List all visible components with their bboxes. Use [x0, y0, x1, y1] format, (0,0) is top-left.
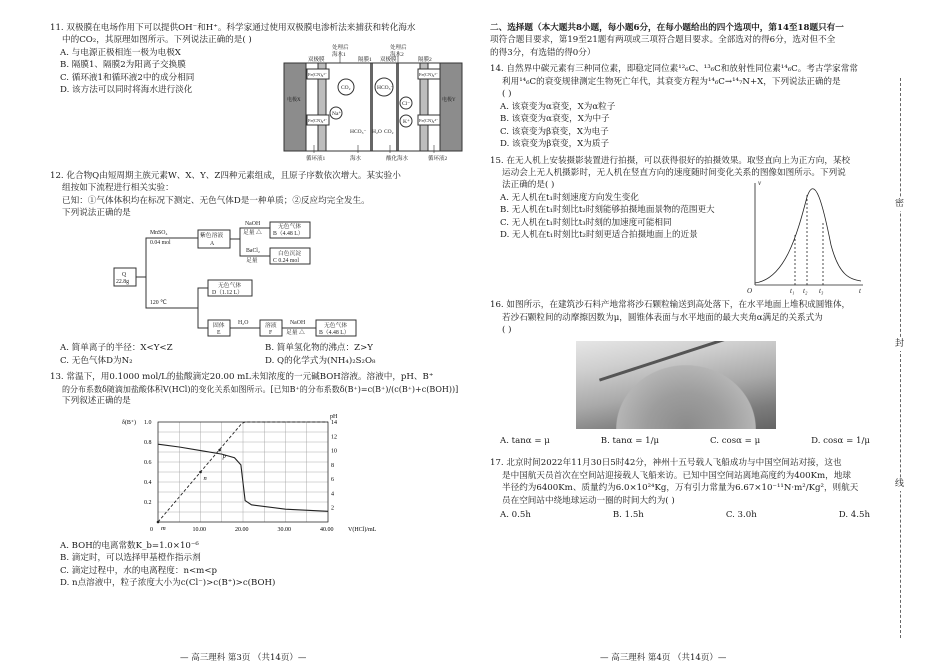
diagram-fe-4: Fe(CN)₆⁴⁻	[419, 117, 439, 123]
diagram-electrode-y: 电极Y	[442, 97, 456, 103]
q13-titration-chart	[118, 408, 378, 536]
right-column	[490, 22, 880, 526]
flow-naoh-1: NaOH	[245, 220, 261, 227]
flow-solid-e: 固体	[213, 322, 225, 329]
q11-option-d: D. 该方法可以同时将海水进行淡化	[60, 85, 193, 96]
flow-naoh-2b: 足量 △	[286, 329, 305, 336]
margin-mi: 密	[895, 198, 904, 211]
q14-option-b: B. 该衰变为α衰变，X为中子	[500, 114, 610, 125]
question-17	[490, 457, 880, 521]
x-tick-label: 10.00	[192, 526, 206, 533]
flow-naoh-1b: 足量 △	[243, 229, 262, 236]
q11-stem-1: 11. 双极膜在电场作用下可以提供OH⁻和H⁺。科学家通过使用双极膜电渗析法来捕获和转化海水	[50, 23, 416, 33]
flow-gas-d: 无色气体	[218, 282, 242, 289]
q14-option-c: C. 该衰变为β衰变，X为电子	[500, 126, 609, 137]
q14-stem-2: 利用¹⁴₆C的衰变规律测定生物死亡年代，其衰变方程为¹⁴₆C→¹⁴₇N+X，下列说法正确的是	[502, 76, 841, 87]
question-15	[490, 155, 880, 296]
q15-stem-3: 法正确的是( )	[502, 180, 555, 191]
graph-t-axis: t	[859, 287, 861, 296]
flow-mnso4: MnSO₄	[150, 229, 168, 236]
diagram-hco3: HCO₃⁻	[377, 84, 394, 91]
q13-stem-3: 下列叙述正确的是	[62, 396, 131, 407]
q11-stem-2: 中的CO₂，其原理如图所示。下列说法正确的是( )	[62, 35, 252, 46]
left-column	[50, 22, 470, 594]
diagram-top-1: 处理后	[332, 44, 349, 51]
flow-q: Q	[122, 271, 127, 278]
q15-velocity-time-graph	[745, 175, 870, 295]
q15-stem-1: 15. 在无人机上安装摄影装置进行拍摄，可以获得很好的拍摄效果。取竖直向上为正方向，某校	[490, 155, 851, 166]
q12-option-b: B. 简单氢化物的沸点：Z>Y	[265, 343, 373, 354]
diagram-fe-3: Fe(CN)₆³⁻	[419, 71, 439, 77]
flow-bacl2-b: 足量	[246, 257, 258, 264]
x-tick-label: 0	[150, 526, 153, 533]
q13-stem-2: 的分布系数δ随滴加盐酸体积V(HCl)的变化关系如图所示。[已知B⁺的分布系数δ(B⁺)=c(B⁺)/(c(B⁺)+c(BOH))]	[62, 384, 459, 394]
section-2-heading	[490, 22, 880, 59]
section-2-line-2: 项符合题目要求，第19至21题有两项或三项符合题目要求。全部选对的得6分，选对但不全	[490, 35, 836, 46]
question-14	[490, 63, 880, 150]
point-label-m: m	[161, 524, 166, 532]
flow-solid-e-label: E	[217, 329, 221, 336]
diagram-top-2b: 海水2	[390, 51, 404, 58]
q15-option-b: B. 无人机在t₁时刻比t₂时刻能够拍摄地面景物的范围更大	[500, 205, 715, 216]
sand-pile-photo	[576, 341, 776, 429]
q13-option-a: A. BOH的电离常数K_b=1.0×10⁻⁶	[60, 541, 199, 552]
y2-tick-label: 6	[331, 476, 334, 483]
q15-option-c: C. 无人机在t₁时刻比t₃时刻的加速度可能相同	[500, 217, 672, 228]
q12-flowchart	[110, 220, 410, 338]
q16-stem-1: 16. 如图所示，在建筑沙石料产地常将沙石颗粒输送到高处落下，在水平地面上堆积成圆锥体，	[490, 300, 851, 311]
point-p	[218, 448, 221, 451]
q12-stem-1: 12. 化合物Q由短周期主族元素W、X、Y、Z四种元素组成，且原子序数依次增大。某实验小	[50, 170, 401, 181]
diagram-co2-b: CO₂	[384, 128, 394, 135]
q14-stem-3: ( )	[502, 89, 512, 100]
flow-gas-b-label: B（4.48 L）	[273, 230, 304, 237]
q12-stem-3: 下列说法正确的是	[62, 208, 131, 219]
question-16	[490, 299, 880, 447]
margin-feng: 封	[895, 338, 904, 351]
q13-option-d: D. n点溶液中，粒子浓度大小为c(Cl⁻)>c(B⁺)>c(BOH)	[60, 578, 276, 589]
graph-origin: O	[747, 287, 753, 296]
diagram-bipolar-2: 双极膜	[380, 56, 397, 63]
q17-stem-4: 员在空间站中绕地球运动一圈的时间大约为( )	[502, 495, 675, 506]
flow-sol-f-label: F	[269, 329, 273, 336]
footer-page-3: — 高三理科 第3页 （共14页）—	[180, 653, 307, 663]
q16-stem-3: ( )	[502, 325, 512, 336]
y-tick-label: 0.6	[144, 459, 152, 466]
diagram-bottom-1: 循环液1	[306, 155, 326, 162]
flow-ppt-c-label: C 0.24 mol	[273, 257, 299, 264]
q12-option-a: A. 简单离子的半径：X<Y<Z	[60, 343, 173, 354]
diagram-cl: Cl⁻	[402, 100, 411, 107]
diagram-top-1b: 海水1	[332, 51, 346, 58]
point-n	[199, 470, 202, 473]
q11-option-c: C. 循环液1和循环液2中的成分相同	[60, 72, 195, 83]
q17-stem-1: 17. 北京时间2022年11月30日5时42分，神州十五号载人飞船成功与中国空间站对接，这也	[490, 458, 842, 469]
q17-option-c: C. 3.0h	[725, 510, 757, 521]
q15-option-d: D. 无人机在t₁时刻比t₂时刻更适合拍摄地面上的近景	[500, 230, 698, 241]
diagram-k: K⁺	[403, 118, 410, 125]
flow-gas-b-2: 无色气体	[324, 322, 348, 329]
diagram-membrane-2: 隔膜2	[418, 56, 432, 63]
y2-tick-label: 14	[331, 419, 337, 426]
flow-bacl2: BaCl₂	[246, 247, 260, 254]
flow-h2o: H₂O	[238, 319, 249, 326]
diagram-co2: CO₂	[341, 84, 351, 91]
q15-stem-2: 运动会上无人机摄影时，无人机在竖直方向的速度随时间变化关系的图像如图所示。下列说	[502, 167, 846, 178]
q13-option-c: C. 滴定过程中，水的电离程度：n<m<p	[60, 565, 218, 576]
flow-gas-b-2-label: B（4.48 L）	[319, 329, 350, 336]
y2-tick-label: 10	[331, 448, 337, 455]
diagram-fe-2: Fe(CN)₆⁴⁻	[308, 117, 328, 123]
x-tick-label: 20.00	[235, 526, 249, 533]
q16-option-b: B. tanα = 1/μ	[600, 435, 660, 446]
q17-stem-3: 半径约为6400Km、质量约为6.0×10²⁴Kg，万有引力常量为6.67×10⁻¹¹N·m²/Kg²，则航天	[502, 483, 859, 494]
y2-tick-label: 2	[331, 505, 334, 512]
q11-electrodialysis-diagram	[278, 41, 468, 166]
graph-t3: t₃	[819, 287, 824, 296]
x-tick-label: 30.00	[277, 526, 291, 533]
q11-option-a: A. 与电源正极相连一极为电极X	[60, 47, 181, 58]
y-tick-label: 1.0	[144, 419, 152, 426]
diagram-bipolar-1: 双极膜	[308, 56, 325, 63]
y-tick-label: 0.8	[144, 439, 152, 446]
y-tick-label: 0.2	[144, 499, 152, 506]
graph-v-label: v	[758, 179, 762, 188]
flow-mnso4-mol: 0.04 mol	[150, 239, 171, 246]
graph-t2: t₂	[803, 287, 808, 296]
footer-page-4: — 高三理科 第4页 （共14页）—	[600, 653, 727, 663]
graph-t1: t₁	[790, 287, 795, 296]
q16-option-a: A. tanα = μ	[500, 435, 550, 446]
flow-gas-d-label: D（1.12 L）	[212, 289, 243, 296]
q15-option-a: A. 无人机在t₁时刻速度方向发生变化	[500, 192, 639, 203]
q17-option-d: D. 4.5h	[838, 510, 870, 521]
q16-option-c: C. cosα = μ	[710, 435, 761, 446]
margin-xian: 线	[895, 478, 904, 491]
point-label-n: n	[203, 474, 207, 482]
flow-sol-f: 溶液	[265, 322, 277, 329]
point-label-p: p	[222, 452, 226, 460]
binding-margin-line	[895, 78, 911, 638]
question-11	[50, 22, 470, 166]
q12-option-c: C. 无色气体D为N₂	[60, 355, 133, 366]
q14-stem-1: 14. 自然界中碳元素有三种同位素，即稳定同位素¹²₆C、¹³₆C和放射性同位素¹⁴₆C。考古学家常常	[490, 64, 858, 75]
q17-stem-2: 是中国航天员首次在空间站迎接载人飞船来访。已知中国空间站离地高度约为400Km，地球	[502, 470, 851, 481]
y2-axis-label: pH	[330, 413, 338, 420]
flow-120c: 120 ℃	[150, 299, 167, 306]
y2-tick-label: 12	[331, 433, 337, 440]
q17-option-a: A. 0.5h	[500, 510, 531, 521]
q16-option-d: D. cosα = 1/μ	[811, 435, 870, 446]
q11-option-b: B. 隔膜1、隔膜2为阳离子交换膜	[60, 60, 186, 71]
q14-option-d: D. 该衰变为β衰变，X为质子	[500, 139, 610, 150]
flow-naoh-2: NaOH	[290, 319, 306, 326]
q12-option-d: D. Q的化学式为(NH₄)₂S₂O₈	[265, 355, 376, 366]
x-tick-label: 40.00	[320, 526, 334, 533]
point-m	[157, 520, 160, 523]
q12-stem-2: 组按如下流程进行相关实验：	[62, 183, 174, 194]
question-13	[50, 371, 470, 590]
diagram-bottom-2: 海水	[350, 155, 362, 162]
q16-stem-2: 若沙石颗粒间的动摩擦因数为μ，圆锥体表面与水平地面的最大夹角α满足的关系式为	[502, 312, 823, 323]
y2-tick-label: 4	[331, 491, 334, 498]
q14-option-a: A. 该衰变为α衰变，X为α粒子	[500, 101, 616, 112]
flow-sol-a-label: A	[210, 240, 215, 247]
y2-tick-label: 8	[331, 462, 334, 469]
section-2-line-1: 二、选择题（本大题共8小题，每小题6分，在每小题给出的四个选项中，第14至18题只有一	[490, 23, 844, 33]
diagram-h2o: H₂O	[372, 128, 382, 135]
flow-ppt-c: 白色沉淀	[278, 250, 302, 257]
flow-gas-b: 无色气体	[278, 223, 302, 230]
x-axis-label: V(HCl)/mL	[348, 526, 377, 533]
diagram-bottom-4: 循环液2	[428, 155, 448, 162]
diagram-membrane-1: 隔膜1	[358, 56, 372, 63]
diagram-electrode-x: 电极X	[287, 97, 301, 103]
flow-sol-a: 紫色溶液	[200, 232, 224, 239]
q17-option-b: B. 1.5h	[612, 510, 644, 521]
section-2-line-3: 的得3分，有选错的得0分）	[490, 47, 596, 58]
flow-q-mass: 22.8g	[116, 278, 130, 285]
question-12	[50, 170, 470, 367]
diagram-fe-1: Fe(CN)₆³⁻	[308, 71, 328, 77]
y-axis-label: δ(B⁺)	[122, 419, 136, 426]
diagram-bottom-3: 酸化海水	[386, 155, 409, 162]
diagram-top-2: 处理后	[390, 44, 407, 51]
y-tick-label: 0.4	[144, 479, 152, 486]
diagram-na: Na⁺	[332, 110, 342, 117]
q13-stem-1: 13. 常温下，用0.1000 mol/L的盐酸滴定20.00 mL未知浓度的一元碱BOH溶液。溶液中，pH、B⁺	[50, 372, 434, 383]
q12-note: 已知：①气体体积均在标况下测定、无色气体D是一种单质；②反应均完全发生。	[62, 195, 370, 206]
q13-option-b: B. 滴定时，可以选择甲基橙作指示剂	[60, 553, 201, 564]
diagram-hco3-b: HCO₃⁻	[350, 128, 367, 135]
